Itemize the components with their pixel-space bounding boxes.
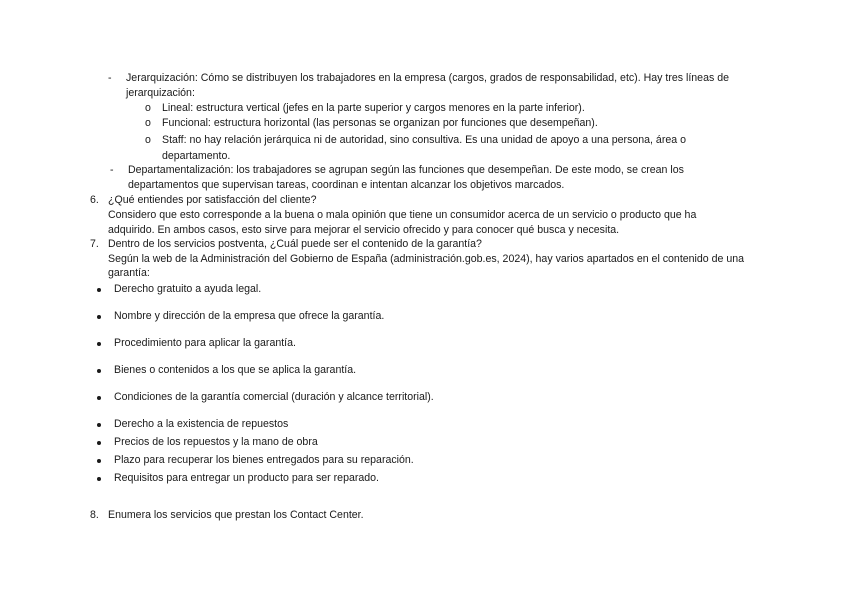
sub-list-item: Funcional: estructura horizontal (las personas se organizan por funciones que desempeñan). [162, 117, 598, 129]
list-item: Plazo para recuperar los bienes entregados para su reparación. [114, 454, 414, 466]
list-item: Requisitos para entregar un producto para ser reparado. [114, 472, 380, 484]
bullet-icon [97, 423, 101, 427]
sub-list-marker: o [145, 102, 151, 114]
sub-list-item: Lineal: estructura vertical (jefes en la parte superior y cargos menores en la parte inferior). [162, 102, 585, 114]
answer-line: adquirido. En ambos casos, esto sirve para mejorar el servicio ofrecido y para conocer qué busca y necesita. [108, 224, 620, 236]
question-number: 7. [90, 238, 99, 250]
dash-item-text-line: Jerarquización: Cómo se distribuyen los trabajadores en la empresa (cargos, grados de responsabilidad, etc). Hay tres líneas de [126, 72, 729, 84]
bullet-icon [97, 441, 101, 445]
question-text: ¿Qué entiendes por satisfacción del cliente? [108, 194, 317, 206]
sub-list-marker: o [145, 134, 151, 146]
question-number: 8. [90, 509, 99, 521]
question-text: Enumera los servicios que prestan los Contact Center. [108, 509, 364, 521]
list-item: Bienes o contenidos a los que se aplica la garantía. [114, 364, 357, 376]
list-item: Precios de los repuestos y la mano de obra [114, 436, 318, 448]
dash-marker: - [108, 72, 112, 84]
list-item: Condiciones de la garantía comercial (duración y alcance territorial). [114, 391, 434, 403]
bullet-icon [97, 396, 101, 400]
bullet-icon [97, 342, 101, 346]
dash-marker: - [110, 164, 114, 176]
bullet-icon [97, 477, 101, 481]
sub-list-marker: o [145, 117, 151, 129]
bullet-icon [97, 315, 101, 319]
bullet-icon [97, 459, 101, 463]
list-item: Nombre y dirección de la empresa que ofrece la garantía. [114, 310, 385, 322]
sub-list-item: Staff: no hay relación jerárquica ni de autoridad, sino consultiva. Es una unidad de apoyo a una persona, área o [162, 134, 686, 146]
list-item: Derecho a la existencia de repuestos [114, 418, 289, 430]
dash-item-text-line: jerarquización: [126, 87, 195, 99]
answer-line: Considero que esto corresponde a la buena o mala opinión que tiene un consumidor acerca de un servicio o producto que ha [108, 209, 697, 221]
dash-item-text-line: Departamentalización: los trabajadores se agrupan según las funciones que desempeñan. De este modo, se crean los [128, 164, 684, 176]
dash-item-text-line: departamentos que supervisan tareas, coordinan e intentan alcanzar los objetivos marcados. [128, 179, 565, 191]
list-item: Procedimiento para aplicar la garantía. [114, 337, 296, 349]
bullet-icon [97, 369, 101, 373]
answer-line: garantía: [108, 267, 150, 279]
question-number: 6. [90, 194, 99, 206]
answer-line: Según la web de la Administración del Gobierno de España (administración.gob.es, 2024), hay varios apartados en el contenido de una [108, 253, 745, 265]
list-item: Derecho gratuito a ayuda legal. [114, 283, 262, 295]
sub-list-item-continuation: departamento. [162, 150, 231, 162]
question-text: Dentro de los servicios postventa, ¿Cuál puede ser el contenido de la garantía? [108, 238, 482, 250]
bullet-icon [97, 288, 101, 292]
